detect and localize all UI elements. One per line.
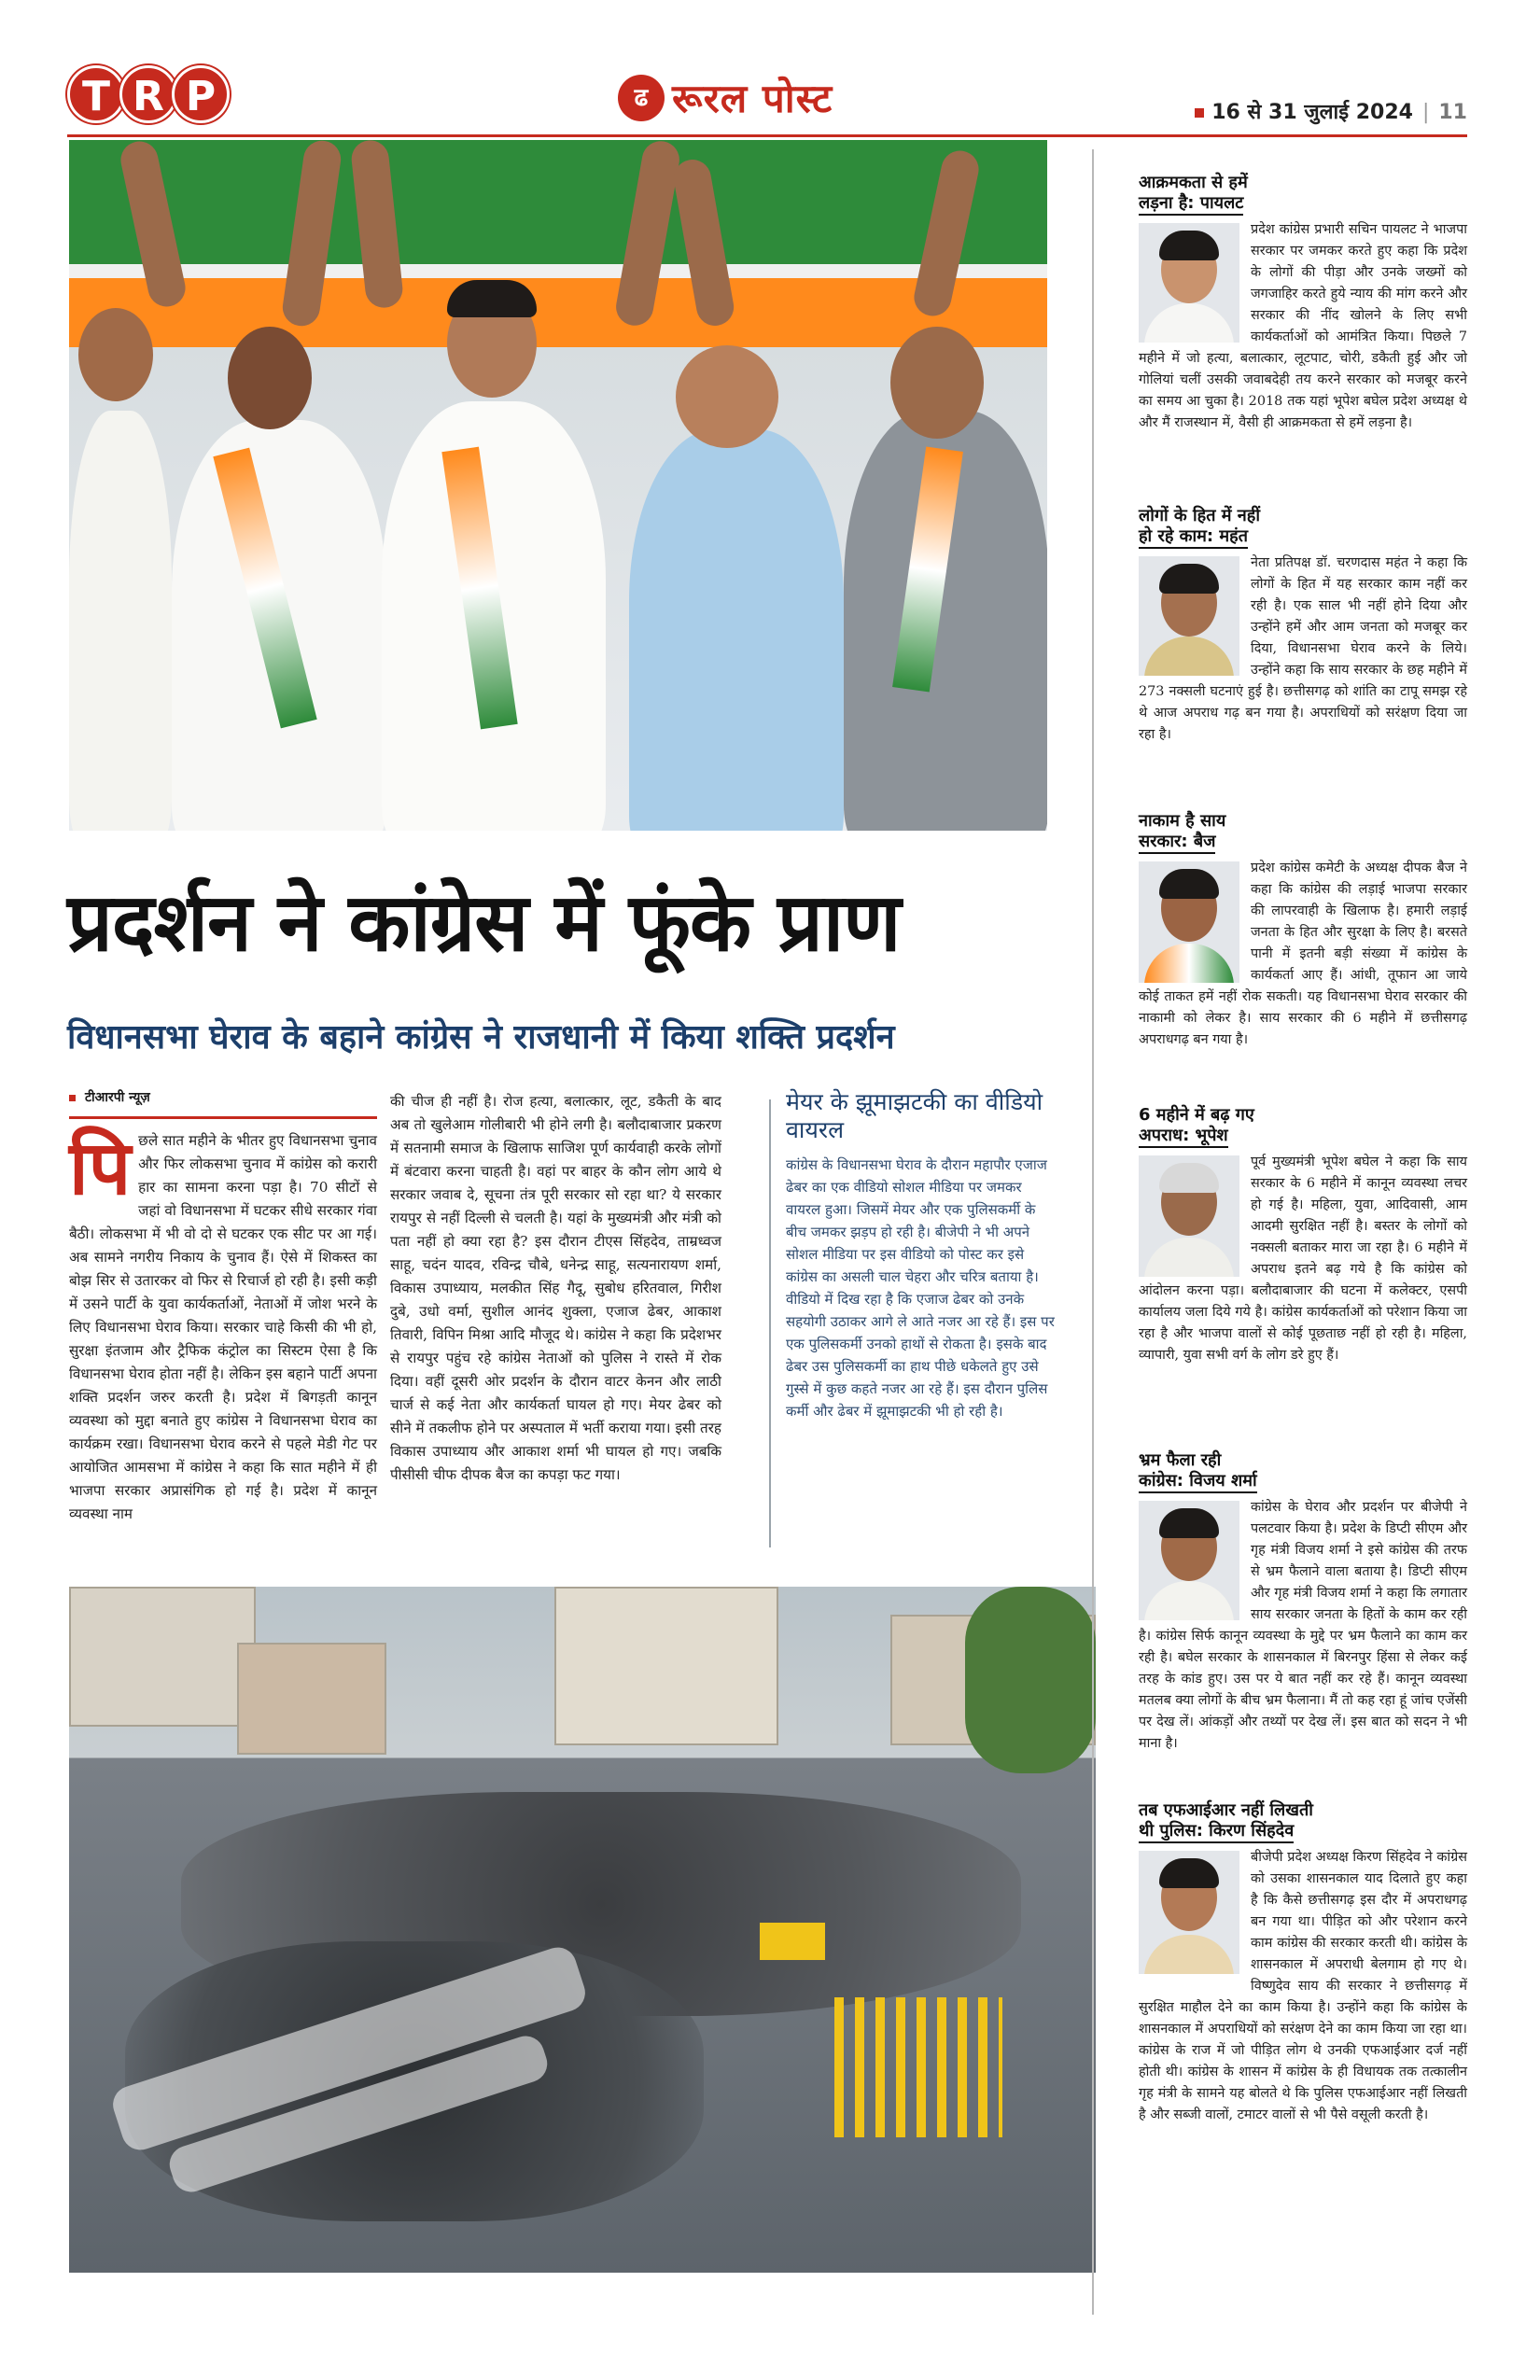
rally-stage-photo: [69, 140, 1047, 831]
page-header: [67, 65, 1467, 140]
byline-rule: [69, 1116, 377, 1119]
raised-arm: [613, 140, 682, 329]
logo-letter: T: [67, 65, 125, 123]
drop-cap: पि: [69, 1125, 132, 1211]
masthead-mark-icon: ढ: [618, 75, 665, 121]
section-text-content: नेता प्रतिपक्ष डॉ. चरणदास महंत ने कहा कि लोगों के हित में यह सरकार काम नहीं कर रही है। एक साल भी नहीं होने दिया और उन्होंने हमें और आम जनता को मजबूर कर दिया, विधानसभा घेराव करने के लिये। उन्होंने कहा कि साय सरकार के छह महीने में 273 नक्सली घटनाएं हुई है। छत्तीसगढ़ को शांति का टापू समझ रहे थे आज अपराध गढ़ बन गया है। अपराधियों को सरंक्षण दिया जा रहा है।: [1139, 555, 1467, 742]
video-viral-box: [786, 1088, 1057, 1422]
portrait-body: [1144, 1935, 1234, 1974]
person: [69, 411, 172, 831]
page-headline: प्रदर्शन ने कांग्रेस में फूंके प्राण: [67, 876, 901, 970]
person-hair: [447, 280, 537, 317]
portrait-body: [1144, 944, 1234, 983]
trp-logo: [67, 65, 224, 123]
section-text: [1139, 553, 1467, 746]
portrait-image: [1139, 1851, 1239, 1974]
sidebar-section-vijay-sharma: [1139, 1450, 1467, 1800]
section-title-line: भ्रम फैला रही: [1139, 1450, 1222, 1470]
sidebar-section-kiran-singhdev: [1139, 1800, 1467, 2126]
tree: [965, 1587, 1096, 1773]
section-title-line: लोगों के हित में नहीं: [1139, 506, 1261, 525]
person-head: [78, 308, 153, 401]
portrait-body: [1144, 1581, 1234, 1620]
byline-text: टीआरपी न्यूज़: [85, 1090, 150, 1105]
portrait-image: [1139, 556, 1239, 676]
portrait-hair: [1159, 1163, 1219, 1193]
raised-arm: [350, 140, 405, 310]
box-divider: [769, 1099, 771, 1547]
section-text-content: कांग्रेस के घेराव और प्रदर्शन पर बीजेपी ने पलटवार किया है। प्रदेश के डिप्टी सीएम और गृह मंत्री विजय शर्मा ने इसे कांग्रेस की तरफ से भ्रम फैलाने वाला बताया है। डिप्टी सीएम और गृह मंत्री विजय शर्मा ने कहा कि लगातार साय सरकार जनता के हितों के काम कर रही है। कांग्रेस सिर्फ कानून व्यवस्था के मुद्दे पर भ्रम फैलाने का काम कर रही है। बघेल सरकार के शासनकाल में बिरनपुर हिंसा से लेकर कई तरह के कांड हुए। उस पर ये बात नहीं कर रहे हैं। कानून व्यवस्था मतलब क्या लोगों के बीच भ्रम फैलाना। मैं तो कह रहा हूं जांच एजेंसी पर देख लें। आंकड़ों और तथ्यों पर देख लें। इस बात को सदन ने भी माना है।: [1139, 1500, 1467, 1751]
barricade: [760, 1923, 825, 1960]
bullet-square-icon: [69, 1095, 76, 1101]
story-text: की चीज ही नहीं है। रोज हत्या, बलात्कार, लूट, डकैती के बाद अब तो खुलेआम गोलीबारी भी होने लगी है। बलौदाबाजार प्रकरण में सतनामी समाज के खिलाफ साजिश पूर्ण कार्यवाही करके लोगों में बंटवारा करना चाहती है। वहां पर बाहर के कौन लोग आये थे सरकार जवाब दे, सूचना तंत्र पूरी सरकार सो रहा था? ये सरकार रायपुर से नहीं दिल्ली से चलती है। यहां के मुख्यमंत्री और मंत्री को पता नहीं हो क्या रहा है? इस दौरान टीएस सिंहदेव, ताम्रध्वज साहू, चदंन यादव, रविन्द्र चौबे, धनेन्द्र साहू, सत्यनारायण शर्मा, विकास उपाध्याय, मलकीत सिंह गैदू, सुबोध हरितवाल, गिरीश दुबे, उधो वर्मा, सुशील आनंद शुक्ला, एजाज ढेबर, आकाश तिवारी, विपिन मिश्रा आदि मौजूद थे। कांग्रेस ने कहा कि प्रदेशभर से रायपुर पहुंच रहे कांग्रेस नेताओं को पुलिस ने रास्ते में रोक दिया। वहीं दूसरी ओर प्रदर्शन के दौरान वाटर केनन और लाठी चार्ज से कई नेता और कार्यकर्ता घायल हो गए। मेयर ढेबर को सीने में तकलीफ होने पर अस्पताल में भर्ती कराया गया। इसी तरह विकास उपाध्याय और आकाश शर्मा भी घायल हो गए। जबकि पीसीसी चीफ दीपक बैज का कपड़ा फट गया।: [390, 1093, 721, 1483]
section-title-line: हो रहे काम: महंत: [1139, 526, 1248, 549]
portrait-hair: [1159, 1508, 1219, 1538]
section-text: [1139, 219, 1467, 434]
portrait-body: [1144, 637, 1234, 676]
protest-crowd-photo: [69, 1587, 1096, 2273]
section-title: [1139, 811, 1467, 852]
portrait-hair: [1159, 564, 1219, 594]
sidebar: [1139, 173, 1467, 2126]
issue-date: 16 से 31 जुलाई 2024: [1211, 101, 1413, 124]
section-title: [1139, 506, 1467, 547]
building: [69, 1587, 256, 1727]
page-subheadline: विधानसभा घेराव के बहाने कांग्रेस ने राजधानी में किया शक्ति प्रदर्शन: [67, 1018, 895, 1057]
raised-arm: [911, 147, 983, 319]
barricade: [834, 1997, 1002, 2137]
section-title-line: थी पुलिस: किरण सिंहदेव: [1139, 1821, 1294, 1843]
portrait-image: [1139, 223, 1239, 343]
section-title-line: कांग्रेस: विजय शर्मा: [1139, 1471, 1257, 1493]
section-title-line: सरकार: बैज: [1139, 832, 1215, 854]
header-rule: [67, 134, 1467, 137]
divider: |: [1421, 101, 1430, 124]
box-text: कांग्रेस के विधानसभा घेराव के दौरान महापौर एजाज ढेबर का एक वीडियो सोशल मीडिया पर जमकर वायरल हुआ। जिसमें मेयर और एक पुलिसकर्मी के बीच जमकर झड़प हो रही है। बीजेपी ने भी अपने सोशल मीडिया पर इस वीडियो को पोस्ट कर इसे कांग्रेस का असली चाल चेहरा और चरित्र बताया है। वीडियो में दिख रहा है कि एजाज ढेबर को उनके सहयोगी उठाकर आगे ले आते नजर आ रहे हैं। इस पर एक पुलिसकर्मी उनको हाथों से रोकता है। इसके बाद ढेबर उस पुलिसकर्मी का हाथ पीछे धकेलते हुए उसे गुस्से में कुछ कहते नजर आ रहे हैं। इस दौरान पुलिस कर्मी और ढेबर में झूमाझटकी भी हो रही है।: [786, 1156, 1055, 1420]
section-title: [1139, 1105, 1467, 1146]
story-column-1: [69, 1125, 377, 1526]
page-number: 11: [1438, 101, 1467, 124]
story-text: छले सात महीने के भीतर हुए विधानसभा चुनाव और फिर लोकसभा चुनाव में कांग्रेस को करारी हार का सामना करना पड़ा है। 70 सीटों से जहां वो विधानसभा में घटकर सीधे सरकार गंवा बैठी। लोकसभा में भी वो दो से घटकर एक सीट पर आ गई। अब सामने नगरीय निकाय के चुनाव हैं। ऐसे में शिकस्त का बोझ सिर से उतारकर वो फिर से रिचार्ज हो रही है। इसी कड़ी में उसने पार्टी के युवा कार्यकर्ताओं, नेताओं में जोश भरने के लिए विधानसभा घेराव किया। सरकार चाहे किसी की भी हो, सुरक्षा इंतजाम और ट्रैफिक कंट्रोल का सिस्टम ऐसा है कि विधानसभा घेराव होता नहीं है। लेकिन इस बहाने पार्टी अपना शक्ति प्रदर्शन जरुर करती है। प्रदेश में बिगड़ती कानून व्यवस्था को मुद्दा बनाते हुए कांग्रेस ने विधानसभा घेराव का कार्यक्रम रखा। विधानसभा घेराव करने से पहले मेडी गेट पर आयोजित आमसभा में कांग्रेस ने कहा कि सात महीने में ही भाजपा सरकार अप्रासंगिक हो गई है। प्रदेश में कानून व्यवस्था नाम: [69, 1132, 377, 1522]
section-text: [1139, 1152, 1467, 1366]
portrait-body: [1144, 1238, 1234, 1277]
section-text: [1139, 858, 1467, 1051]
person-head: [890, 327, 984, 439]
section-title: [1139, 1450, 1467, 1491]
portrait-hair: [1159, 231, 1219, 260]
section-text-content: प्रदेश कांग्रेस प्रभारी सचिन पायलट ने भाजपा सरकार पर जमकर करते हुए कहा कि प्रदेश के लोगों की पीड़ा और उनके जख्मों को जगजाहिर करते हुये न्याय की मांग करने और सरकार की नींद खोलने के लिए सभी कार्यकर्ताओं को आमंत्रित किया। पिछले 7 महीने में जो हत्या, बलात्कार, लूटपाट, चोरी, डकैती हुई और जो गोलियां चलीं उसकी जवाबदेही तय करने सरकार को मजबूर करने का समय आ चुका है। 2018 तक यहां भूपेश बघेल प्रदेश अध्यक्ष थे और मैं राजस्थान में, वैसी ही आक्रमकता से हमें लड़ना है।: [1139, 222, 1467, 430]
section-title-line: अपराध: भूपेश: [1139, 1126, 1228, 1148]
sidebar-section-bhupesh: [1139, 1105, 1467, 1450]
masthead: [618, 71, 833, 124]
raised-arm: [118, 140, 189, 310]
building: [237, 1643, 386, 1755]
section-title-line: आक्रमकता से हमें: [1139, 173, 1248, 192]
person-head: [228, 327, 312, 429]
portrait-hair: [1159, 1858, 1219, 1888]
section-title: [1139, 1800, 1467, 1841]
section-title-line: नाकाम है साय: [1139, 811, 1226, 831]
raised-arm: [671, 157, 737, 329]
sidebar-section-baij: [1139, 811, 1467, 1105]
box-title: मेयर के झूमाझटकी का वीडियो वायरल: [786, 1088, 1043, 1143]
section-text: [1139, 1847, 1467, 2126]
section-text: [1139, 1497, 1467, 1755]
raised-arm: [280, 140, 343, 329]
section-title-line: तब एफआईआर नहीं लिखती: [1139, 1800, 1313, 1820]
masthead-name: रूरल पोस्ट: [672, 76, 833, 121]
section-title: [1139, 173, 1467, 214]
section-text-content: प्रदेश कांग्रेस कमेटी के अध्यक्ष दीपक बैज ने कहा कि कांग्रेस की लड़ाई भाजपा सरकार की लापरवाही के खिलाफ है। हमारी लड़ाई जनता के हित और सुरक्षा के लिए है। बरसते पानी में इतनी बड़ी संख्या में कांग्रेस के कार्यकर्ता आए हैं। आंधी, तूफान आ जाये कोई ताकत हमें नहीं रोक सकती। यह विधानसभा घेराव सरकार की नाकामी को लेकर है। साय सरकार की 6 महीने में छत्तीसगढ़ अपराधगढ़ बन गया है।: [1139, 861, 1467, 1047]
sidebar-section-pilot: [1139, 173, 1467, 506]
column-separator: [1092, 149, 1094, 2315]
section-text-content: बीजेपी प्रदेश अध्यक्ष किरण सिंहदेव ने कांग्रेस को उसका शासनकाल याद दिलाते हुए कहा है कि कैसे छत्तीसगढ़ इस दौर में अपराधगढ़ बन गया था। पीड़ित को और परेशान करने काम कांग्रेस की सरकार करती थी। कांग्रेस के शासनकाल में अपराधी बेलगाम हो गए थे। विष्णुदेव साय की सरकार ने छत्तीसगढ़ में सुरक्षित माहौल देने का काम किया है। उन्होंने कहा कि कांग्रेस के शासनकाल में अपराधियों को सरंक्षण देने का काम किया जा रहा था। कांग्रेस के राज में जो पीड़ित लोग थे उनकी एफआईआर दर्ज नहीं होती थी। कांग्रेस के शासन में कांग्रेस के ही विधायक तक तत्कालीन गृह मंत्री के सामने यह बोलते थे कि पुलिस एफआईआर नहीं लिखती है और सब्जी वालों, टमाटर वालों से भी पैसे वसूली करती है।: [1139, 1850, 1467, 2122]
byline: [69, 1088, 150, 1106]
person-head: [676, 345, 778, 448]
portrait-image: [1139, 1501, 1239, 1620]
sidebar-section-mahant: [1139, 506, 1467, 811]
logo-letter: R: [119, 65, 177, 123]
story-column-2: [390, 1090, 721, 1487]
issue-date-line: [1195, 97, 1467, 125]
section-title-line: 6 महीने में बढ़ गए: [1139, 1105, 1254, 1125]
section-title-line: लड़ना है: पायलट: [1139, 193, 1243, 216]
portrait-body: [1144, 303, 1234, 343]
bullet-square-icon: [1195, 108, 1204, 118]
person: [629, 429, 844, 831]
building: [554, 1587, 778, 1745]
section-text-content: पूर्व मुख्यमंत्री भूपेश बघेल ने कहा कि साय सरकार के 6 महीने में कानून व्यवस्था लचर हो गई है। महिला, युवा, आदिवासी, आम आदमी सुरक्षित नहीं है। बस्तर के लोगों को नक्सली बताकर मारा जा रहा है। 6 महीने में अपराध इतने बढ़ गये है कि कांग्रेस को आंदोलन करना पड़ा। बलौदाबाजार की घटना में कलेक्टर, एसपी कार्यालय जला दिये गये है। कांग्रेस कार्यकर्ताओं को परेशान किया जा रहा है और भाजपा वालों से कोई पूछताछ नहीं हो रही है। महिला, व्यापारी, युवा सभी वर्ग के लोग डरे हुए हैं।: [1139, 1155, 1467, 1363]
logo-letter: P: [172, 65, 230, 123]
portrait-image: [1139, 861, 1239, 983]
portrait-hair: [1159, 869, 1219, 899]
portrait-image: [1139, 1155, 1239, 1277]
